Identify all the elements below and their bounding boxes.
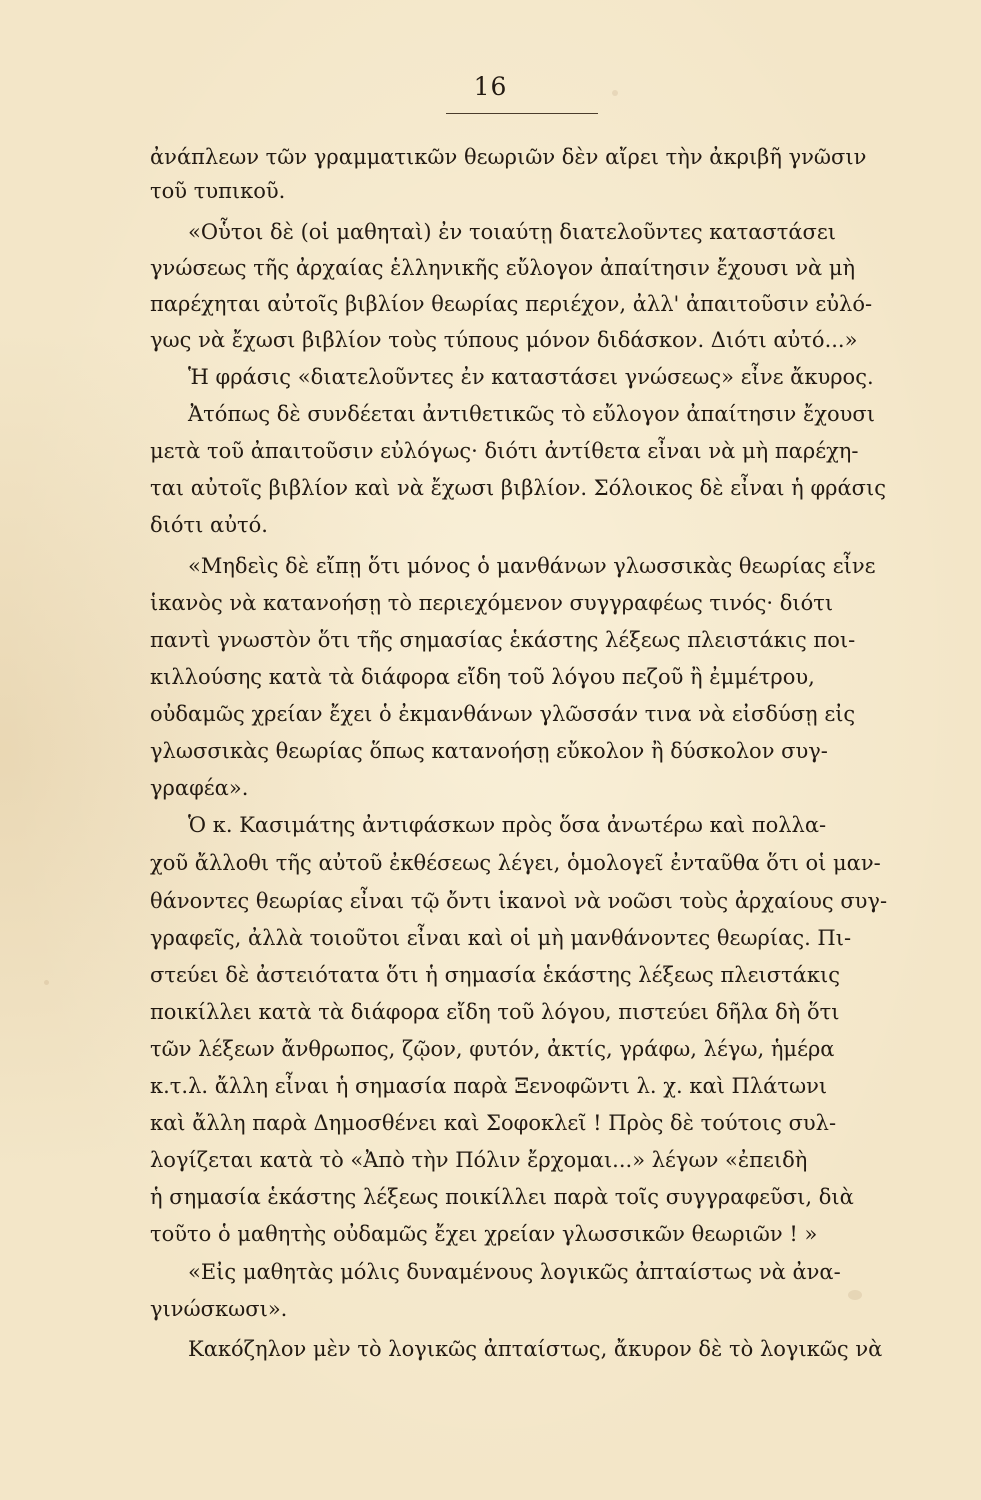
text-line: στεύει δὲ ἀστειότατα ὅτι ἡ σημασία ἑκάστης λέξεως πλειστάκις — [150, 963, 840, 987]
text-line: γινώσκωσι». — [150, 1297, 288, 1321]
text-line: Ὁ κ. Κασιμάτης ἀντιφάσκων πρὸς ὅσα ἀνωτέρω καὶ πολλα- — [188, 813, 827, 837]
text-line: «Οὗτοι δὲ (οἱ μαθηταὶ) ἐν τοιαύτῃ διατελοῦντες καταστάσει — [188, 220, 836, 244]
text-line: ἀνάπλεων τῶν γραμματικῶν θεωριῶν δὲν αἴρει τὴν ἀκριβῆ γνῶσιν — [150, 145, 867, 169]
text-line: Κακόζηλον μὲν τὸ λογικῶς ἀπταίστως, ἄκυρον δὲ τὸ λογικῶς νὰ — [188, 1337, 883, 1361]
text-line: λογίζεται κατὰ τὸ «Ἀπὸ τὴν Πόλιν ἔρχομαι...» λέγων «ἐπειδὴ — [150, 1148, 808, 1172]
text-line: τοῦτο ὁ μαθητὴς οὐδαμῶς ἔχει χρείαν γλωσσικῶν θεωριῶν ! » — [150, 1222, 818, 1246]
text-line: τοῦ τυπικοῦ. — [150, 179, 286, 203]
text-line: διότι αὐτό. — [150, 513, 268, 537]
text-line: γραφέα». — [150, 776, 249, 800]
text-line: γλωσσικὰς θεωρίας ὅπως κατανοήσῃ εὔκολον ἢ δύσκολον συγ- — [150, 739, 828, 763]
text-line: ἡ σημασία ἑκάστης λέξεως ποικίλλει παρὰ τοῖς συγγραφεῦσι, διὰ — [150, 1185, 854, 1209]
page-number: 16 — [473, 72, 508, 101]
text-line: καὶ ἄλλη παρὰ Δημοσθένει καὶ Σοφοκλεῖ ! Πρὸς δὲ τούτοις συλ- — [150, 1111, 837, 1135]
text-line: οὐδαμῶς χρείαν ἔχει ὁ ἐκμανθάνων γλῶσσάν τινα νὰ εἰσδύσῃ εἰς — [150, 702, 856, 726]
text-line: μετὰ τοῦ ἀπαιτοῦσιν εὐλόγως· διότι ἀντίθετα εἶναι νὰ μὴ παρέχη- — [150, 439, 859, 463]
text-line: παρέχηται αὐτοῖς βιβλίον θεωρίας περιέχον, ἀλλ' ἀπαιτοῦσιν εὐλό- — [150, 292, 873, 316]
text-line: ἱκανὸς νὰ κατανοήσῃ τὸ περιεχόμενον συγγραφέως τινός· διότι — [150, 591, 834, 615]
header-rule — [446, 113, 598, 114]
text-line: «Εἰς μαθητὰς μόλις δυναμένους λογικῶς ἀπταίστως νὰ ἀνα- — [188, 1260, 841, 1284]
text-line: γως νὰ ἔχωσι βιβλίον τοὺς τύπους μόνον διδάσκον. Διότι αὐτό...» — [150, 328, 858, 352]
paper-blemish — [44, 980, 49, 985]
text-line: γνώσεως τῆς ἀρχαίας ἑλληνικῆς εὔλογον ἀπαίτησιν ἔχουσι νὰ μὴ — [150, 256, 856, 280]
text-line: ται αὐτοῖς βιβλίον καὶ νὰ ἔχωσι βιβλίον. Σόλοικος δὲ εἶναι ἡ φράσις — [150, 476, 887, 500]
text-line: παντὶ γνωστὸν ὅτι τῆς σημασίας ἑκάστης λέξεως πλειστάκις ποι- — [150, 628, 856, 652]
text-line: Ἡ φράσις «διατελοῦντες ἐν καταστάσει γνώσεως» εἶνε ἄκυρος. — [188, 365, 874, 389]
text-line: Ἀτόπως δὲ συνδέεται ἀντιθετικῶς τὸ εὔλογον ἀπαίτησιν ἔχουσι — [188, 402, 875, 426]
text-line: κιλλούσης κατὰ τὰ διάφορα εἴδη τοῦ λόγου πεζοῦ ἢ ἐμμέτρου, — [150, 665, 815, 689]
text-line: γραφεῖς, ἀλλὰ τοιοῦτοι εἶναι καὶ οἱ μὴ μανθάνοντες θεωρίας. Πι- — [150, 926, 852, 950]
text-line: «Μηδεὶς δὲ εἴπῃ ὅτι μόνος ὁ μανθάνων γλωσσικὰς θεωρίας εἶνε — [188, 554, 876, 578]
text-line: ποικίλλει κατὰ τὰ διάφορα εἴδη τοῦ λόγου, πιστεύει δῆλα δὴ ὅτι — [150, 1000, 840, 1024]
text-line: χοῦ ἄλλοθι τῆς αὐτοῦ ἐκθέσεως λέγει, ὁμολογεῖ ἐνταῦθα ὅτι οἱ μαν- — [150, 851, 881, 875]
text-line: κ.τ.λ. ἄλλη εἶναι ἡ σημασία παρὰ Ξενοφῶντι λ. χ. καὶ Πλάτωνι — [150, 1074, 828, 1098]
text-line: θάνοντες θεωρίας εἶναι τῷ ὄντι ἱκανοὶ νὰ νοῶσι τοὺς ἀρχαίους συγ- — [150, 889, 888, 913]
text-line: τῶν λέξεων ἄνθρωπος, ζῷον, φυτόν, ἀκτίς, γράφω, λέγω, ἡμέρα — [150, 1037, 835, 1061]
